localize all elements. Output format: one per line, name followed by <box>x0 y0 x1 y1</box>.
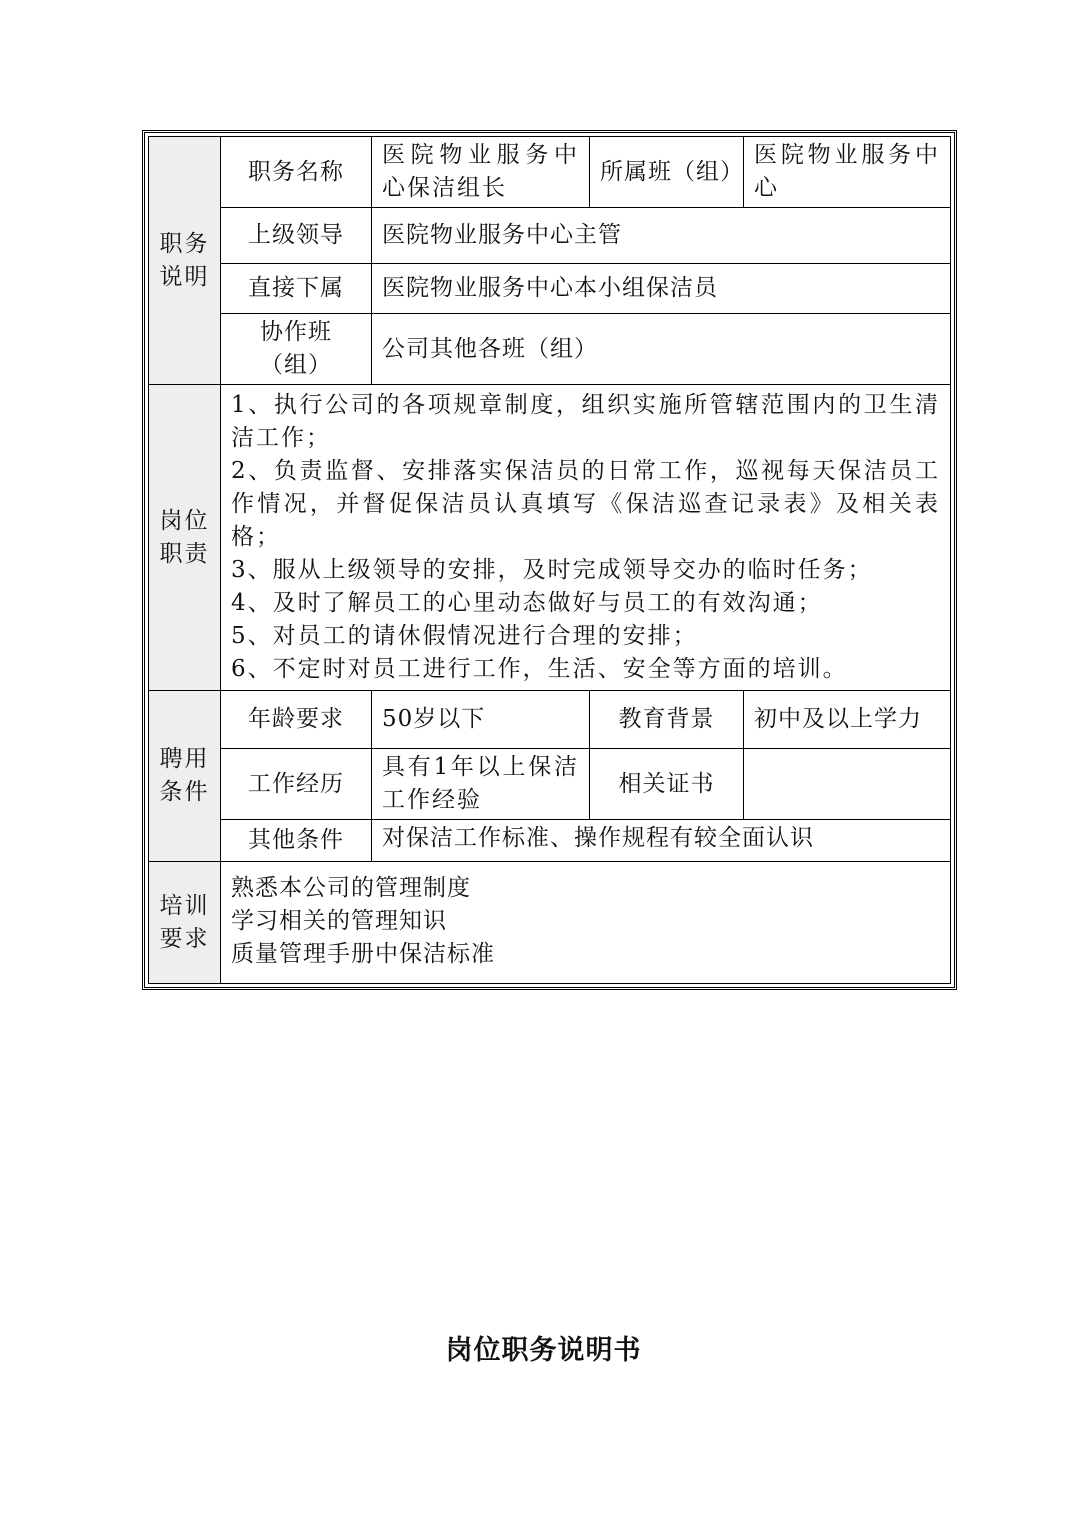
row-age <box>149 691 951 749</box>
position-name-label: 职务名称 <box>221 137 372 208</box>
age-label: 年龄要求 <box>221 691 372 749</box>
education-value: 初中及以上学力 <box>744 691 951 749</box>
section-label-job: 职务说明 <box>149 137 221 385</box>
training-item: 学习相关的管理知识 <box>231 908 447 934</box>
education-label: 教育背景 <box>590 691 744 749</box>
duty-item: 3、服从上级领导的安排，及时完成领导交办的临时任务； <box>231 557 873 583</box>
superior-value: 医院物业服务中心主管 <box>372 208 951 264</box>
certificate-label: 相关证书 <box>590 749 744 820</box>
duty-item: 5、对员工的请休假情况进行合理的安排； <box>231 623 698 649</box>
job-description-table-frame <box>142 130 957 990</box>
row-subordinate <box>149 264 951 314</box>
section-label-duties: 岗位职责 <box>149 385 221 691</box>
age-value: 50岁以下 <box>372 691 590 749</box>
section-label-training: 培训要求 <box>149 862 221 984</box>
subordinate-label: 直接下属 <box>221 264 372 314</box>
duty-item: 1、执行公司的各项规章制度，组织实施所管辖范围内的卫生清洁工作； <box>231 392 940 451</box>
row-experience <box>149 749 951 820</box>
row-other <box>149 820 951 862</box>
certificate-value <box>744 749 951 820</box>
superior-label: 上级领导 <box>221 208 372 264</box>
document-title: 岗位职务说明书 <box>445 1335 642 1366</box>
duty-item: 2、负责监督、安排落实保洁员的日常工作，巡视每天保洁员工作情况，并督促保洁员认真填写《保洁巡查记录表》及相关表格； <box>231 458 940 550</box>
row-position-name <box>149 137 951 208</box>
cooperation-label: 协作班（组） <box>221 314 372 385</box>
training-item: 质量管理手册中保洁标准 <box>231 941 495 967</box>
job-description-table <box>148 136 951 984</box>
cooperation-value: 公司其他各班（组） <box>372 314 951 385</box>
section-label-hiring: 聘用条件 <box>149 691 221 862</box>
duties-list <box>221 385 951 691</box>
other-label: 其他条件 <box>221 820 372 862</box>
duty-item: 4、及时了解员工的心里动态做好与员工的有效沟通； <box>231 590 823 616</box>
position-name-value: 医院物业服务中心保洁组长 <box>372 137 590 208</box>
row-training <box>149 862 951 984</box>
training-list <box>221 862 951 984</box>
row-cooperation <box>149 314 951 385</box>
team-value: 医院物业服务中心 <box>744 137 951 208</box>
other-value: 对保洁工作标准、操作规程有较全面认识 <box>372 820 951 862</box>
experience-value: 具有1年以上保洁工作经验 <box>372 749 590 820</box>
training-item: 熟悉本公司的管理制度 <box>231 875 471 901</box>
subordinate-value: 医院物业服务中心本小组保洁员 <box>372 264 951 314</box>
row-superior <box>149 208 951 264</box>
duty-item: 6、不定时对员工进行工作，生活、安全等方面的培训。 <box>231 656 848 682</box>
team-label: 所属班（组） <box>590 137 744 208</box>
experience-label: 工作经历 <box>221 749 372 820</box>
row-duties <box>149 385 951 691</box>
